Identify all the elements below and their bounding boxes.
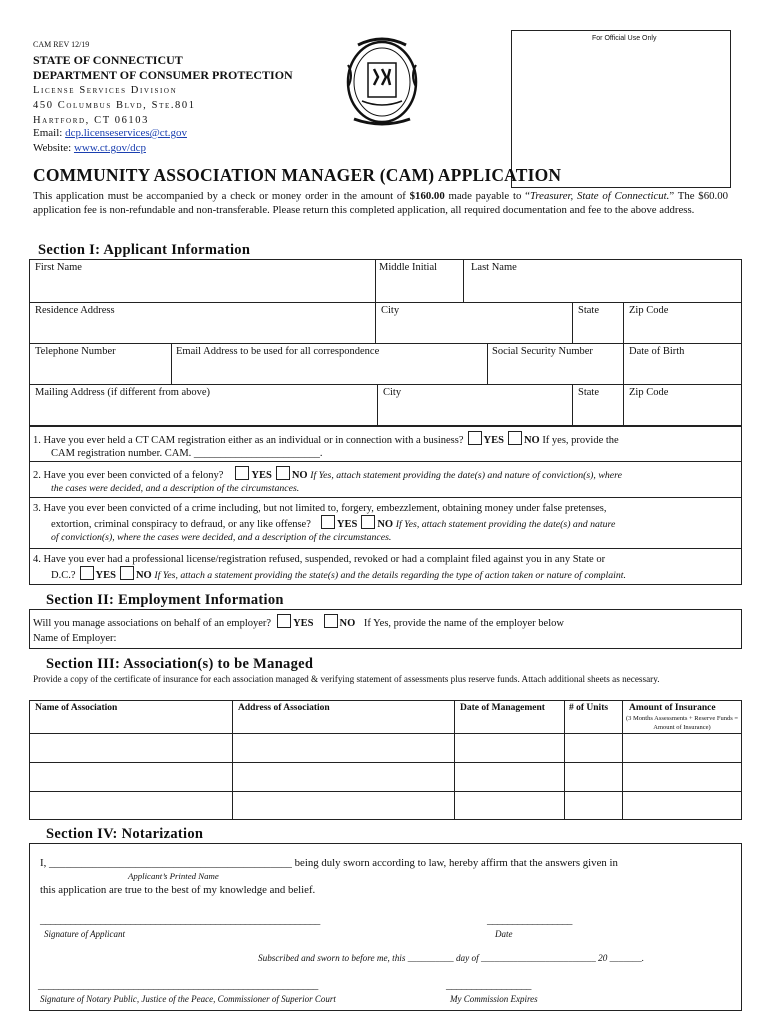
notary-signature-label: Signature of Notary Public, Justice of the Peace, Commissioner of Superior Court (40, 994, 336, 1004)
employment-question (33, 614, 733, 630)
middle-initial-field[interactable]: Middle Initial (379, 262, 438, 273)
employer-name-field[interactable]: Name of Employer: (33, 633, 117, 644)
q2-no-checkbox[interactable] (276, 466, 290, 480)
q2-yes-checkbox[interactable] (235, 466, 249, 480)
date-label: Date (495, 929, 513, 939)
col-association-address: Address of Association (238, 703, 330, 713)
q4-no-checkbox[interactable] (120, 566, 134, 580)
state-seal-icon (338, 35, 426, 127)
q2-yes-label: YES (251, 470, 272, 481)
last-name-field[interactable]: Last Name (471, 262, 517, 273)
first-name-field[interactable]: First Name (35, 262, 82, 273)
dob-field[interactable]: Date of Birth (629, 346, 685, 357)
q3-no-label: NO (377, 519, 394, 530)
sworn-statement[interactable]: Subscribed and sworn to before me, this __________ day of _________________________ 20 _______. (258, 953, 645, 963)
q1-text: 1. Have you ever held a CT CAM registration either as an individual or in connection with a business? (33, 435, 464, 446)
q2-text: 2. Have you ever been convicted of a felony? (33, 470, 224, 481)
ssn-field[interactable]: Social Security Number (492, 346, 593, 357)
col-date-management: Date of Management (460, 703, 545, 713)
affirm-text: being duly sworn according to law, hereby affirm that the answers given in (294, 857, 618, 869)
mailing-city-field[interactable]: City (383, 387, 402, 398)
section-3-title: Section III: Association(s) to be Managed (46, 656, 314, 672)
website-line (33, 141, 146, 156)
q3-no-checkbox[interactable] (361, 515, 375, 529)
form-revision: CAM REV 12/19 (33, 40, 90, 49)
col-association-name: Name of Association (35, 703, 118, 713)
fee-amount: $160.00 (409, 190, 445, 202)
mailing-address-field[interactable]: Mailing Address (if different from above) (35, 387, 211, 398)
employer-no-label: NO (339, 618, 356, 629)
q4-instruction: If Yes, attach a statement providing the state(s) and the details regarding the type of action taken or nature of complaint. (154, 570, 626, 581)
printed-name-line[interactable]: I, _____________________________________________ (40, 857, 292, 869)
email-label: Email: (33, 127, 63, 139)
q4-text-cont: D.C.? (51, 570, 76, 581)
q3-instruction: If Yes, attach statement providing the date(s) and nature (395, 519, 616, 530)
q4-yes-label: YES (95, 570, 116, 581)
applicant-signature-line[interactable]: ________________________________________________________ (40, 914, 320, 926)
q4-no-label: NO (135, 570, 152, 581)
page-title: COMMUNITY ASSOCIATION MANAGER (CAM) APPLICATION (33, 165, 562, 185)
email-link[interactable]: dcp.licenseservices@ct.gov (65, 127, 187, 139)
intro-text (33, 189, 728, 217)
q3-yes-checkbox[interactable] (321, 515, 335, 529)
email-field[interactable]: Email Address to be used for all correspondence (176, 346, 380, 357)
city-field[interactable]: City (381, 305, 400, 316)
intro-part-3: ” The $60.00 application fee is non-refundable and non-transferable. Please return this completed application, all required documentation and fee to the above address. (33, 190, 728, 216)
commission-expiry-line[interactable]: _________________ (446, 979, 531, 991)
division-name: License Services Division (33, 85, 178, 96)
section-4-title: Section IV: Notarization (46, 826, 204, 842)
employment-question-text: Will you manage associations on behalf of an employer? (33, 618, 272, 629)
q3-text: 3. Have you ever been convicted of a crime including, but not limited to, forgery, embezzlement, obtaining money under false pretenses, (33, 503, 607, 514)
employer-yes-checkbox[interactable] (277, 614, 291, 628)
q3-text-cont: extortion, criminal conspiracy to defraud, or any like offense? (51, 519, 311, 530)
employer-no-checkbox[interactable] (324, 614, 338, 628)
question-2 (33, 466, 733, 495)
residence-address-field[interactable]: Residence Address (35, 305, 115, 316)
question-1 (33, 431, 733, 460)
q1-followup: If yes, provide the (542, 435, 619, 446)
email-line (33, 126, 187, 141)
q1-no-label: NO (523, 435, 540, 446)
q3-instruction-cont: of conviction(s), where the cases were decided, and a description of the circumstances. (51, 532, 392, 543)
official-use-label: For Official Use Only (592, 35, 657, 42)
telephone-field[interactable]: Telephone Number (35, 346, 116, 357)
mailing-zip-field[interactable]: Zip Code (629, 387, 669, 398)
employment-instruction: If Yes, provide the name of the employer below (363, 618, 564, 629)
question-4 (33, 553, 733, 582)
address-line-2: Hartford, CT 06103 (33, 115, 149, 126)
col-insurance: Amount of Insurance (629, 703, 716, 713)
intro-part-2: made payable to “ (444, 190, 530, 202)
employer-yes-label: YES (293, 618, 314, 629)
notary-signature-line[interactable]: ________________________________________________________ (38, 979, 318, 991)
q2-instruction-cont: the cases were decided, and a description of the circumstances. (51, 483, 300, 494)
date-line[interactable]: _________________ (487, 914, 572, 926)
zip-field[interactable]: Zip Code (629, 305, 669, 316)
q1-cam-number[interactable]: CAM registration number. CAM. ________________________. (51, 448, 323, 459)
state-field[interactable]: State (578, 305, 599, 316)
q1-yes-label: YES (483, 435, 504, 446)
insurance-note: (3 Months Assessments + Reserve Funds = Amount of Insurance) (625, 715, 739, 731)
question-3 (33, 502, 733, 544)
address-line-1: 450 Columbus Blvd, Ste.801 (33, 100, 196, 111)
applicant-signature-label: Signature of Applicant (44, 929, 125, 939)
section-2-title: Section II: Employment Information (46, 592, 284, 608)
printed-name-label: Applicant’s Printed Name (128, 871, 219, 881)
department-name: DEPARTMENT OF CONSUMER PROTECTION (33, 68, 293, 82)
q4-text: 4. Have you ever had a professional license/registration refused, suspended, revoked or had a complaint filed against you in any State or (33, 554, 606, 565)
q2-no-label: NO (291, 470, 308, 481)
q1-yes-checkbox[interactable] (468, 431, 482, 445)
col-units: # of Units (569, 703, 609, 713)
website-link[interactable]: www.ct.gov/dcp (73, 142, 146, 154)
q2-instruction: If Yes, attach statement providing the date(s) and nature of conviction(s), where (310, 470, 622, 481)
affirm-line-2: this application are true to the best of my knowledge and belief. (40, 884, 316, 896)
payee: Treasurer, State of Connecticut. (529, 190, 670, 202)
affirm-line-1 (40, 857, 618, 869)
q3-yes-label: YES (336, 519, 358, 530)
section-3-description: Provide a copy of the certificate of insurance for each association managed & verifying statement of assessments plus reserve funds. Attach additional sheets as necessary. (33, 674, 660, 684)
intro-part-1: This application must be accompanied by a check or money order in the amount of (33, 190, 410, 202)
mailing-state-field[interactable]: State (578, 387, 599, 398)
website-label: Website: (33, 142, 72, 154)
q4-yes-checkbox[interactable] (80, 566, 94, 580)
q1-no-checkbox[interactable] (508, 431, 522, 445)
state-name: STATE OF CONNECTICUT (33, 53, 183, 67)
commission-expiry-label: My Commission Expires (450, 994, 538, 1004)
section-1-title: Section I: Applicant Information (38, 242, 251, 258)
